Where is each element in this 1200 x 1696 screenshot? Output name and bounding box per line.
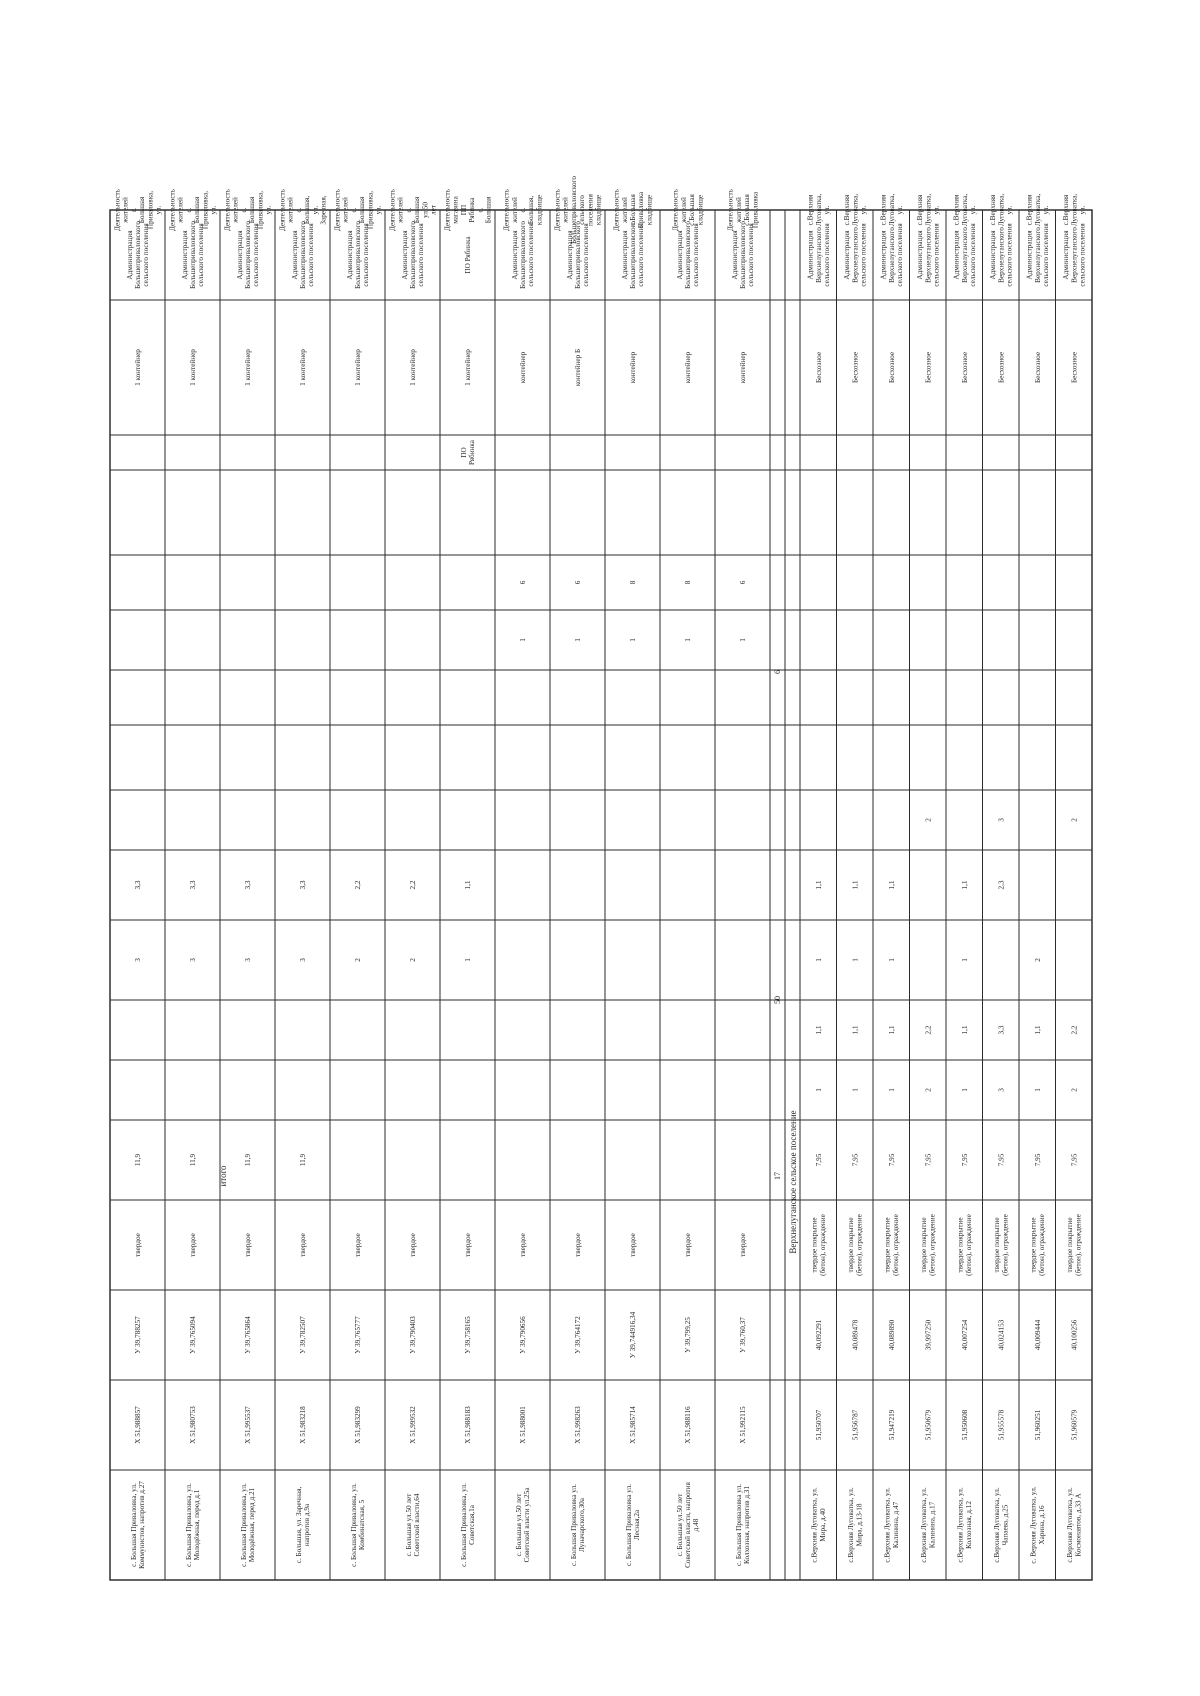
row-a-sources-cell: Деятельностьжителейг.БольшаяПриваловка,ул. — [113, 189, 163, 231]
row-a-lat-cell: Х 51,980753 — [189, 1406, 198, 1444]
row-a-address-cell: с. Большая, ул. Заречная,напротив д.9а — [294, 1486, 312, 1564]
row-a-volume-cell: 1 контейнер — [354, 349, 363, 386]
row-b-c11-cell: 3 — [997, 818, 1006, 822]
row-a-org-cell: АдминистрацияБольшеприваловскогосельского поселения — [730, 221, 756, 289]
row-b-area-cell: 7,95 — [1033, 1153, 1042, 1167]
row-a-surface-cell: твердое — [189, 1233, 198, 1257]
row-a-lon-cell: У 39,758165 — [464, 1316, 473, 1354]
row-a-c6-cell: 6 — [574, 580, 583, 585]
row-a-lon-cell: У 39,765864 — [244, 1316, 253, 1354]
row-b-c13-cell: 1,1 — [814, 880, 823, 890]
row-a-surface-cell: твердое — [739, 1233, 748, 1257]
row-b-org-cell: АдминистрацияВерхнелуганскогосельского поселения — [1062, 223, 1087, 287]
row-a-surface-cell: твердое — [354, 1233, 363, 1257]
row-a-c6-cell: 6 — [739, 580, 748, 585]
row-a-org-cell: АдминистрацияБольшеприваловскогосельского поселения — [675, 221, 701, 289]
row-b-c14-cell: 2 — [1033, 958, 1042, 962]
row-a-area-cell: 11,9 — [244, 1153, 253, 1167]
row-a-org-cell: ПО Рябинка — [464, 236, 473, 274]
row-b-surface-cell: твердое покрытие(бетон), ограждение — [810, 1214, 827, 1276]
row-a-org-cell: АдминистрацияБольшеприваловскогосельского поселения — [235, 221, 261, 289]
row-a-lat-cell: Х 51,988857 — [134, 1406, 143, 1444]
row-b-sources-cell: с.ВерхняяЛуговатка,ул. — [1025, 193, 1050, 227]
row-b-sources-cell: с.ВерхняяЛуговатка,ул. — [879, 193, 904, 227]
row-b-c11-cell: 2 — [1070, 818, 1079, 822]
row-a-org-cell: АдминистрацияБольшеприваловскогосельского поселения — [510, 221, 536, 289]
row-a-area-cell: 11,9 — [189, 1153, 198, 1167]
row-a-address-cell: с. Большая Приваловка ул.Колхозная, напротив д.31 — [734, 1484, 752, 1566]
row-b-lon-cell: 40,089478 — [851, 1319, 860, 1351]
row-b-sources-cell: с.ВерхняяЛуговатка,ул. — [952, 193, 977, 227]
row-a-address-cell: с. Большая ул.50 летСоветской власти, напротивд.48 — [675, 1482, 701, 1568]
row-a-volume-cell: 1 контейнер — [464, 349, 473, 386]
row-a-lat-cell: Х 51,995537 — [244, 1406, 253, 1444]
row-a-c7-cell: 1 — [684, 638, 693, 642]
row-b-lon-cell: 39,997250 — [924, 1319, 933, 1351]
row-a-surface-cell: твердое — [629, 1233, 638, 1257]
row-a-lat-cell: Х 51,999532 — [409, 1406, 418, 1444]
row-a-lon-cell: У 39,790656 — [519, 1316, 528, 1354]
row-a-sources-cell: ДеятельностьжителейБольшеприваловскогосельскогопоселениякладбище — [553, 176, 603, 244]
row-a-org-cell: АдминистрацияБольшеприваловскогосельского поселения — [400, 221, 426, 289]
row-a-c13-cell: 3,3 — [134, 880, 143, 890]
row-b-address-cell: с.Верхняя Луговатка, ул.Калинина, д.47 — [883, 1487, 900, 1563]
row-b-c14-cell: 1 — [851, 958, 860, 962]
row-b-address-cell: с.Верхняя Луговатка, ул.Мира, д.40 — [810, 1487, 827, 1563]
row-a-c6-cell: 8 — [684, 580, 693, 585]
row-b-volume-cell: Бесхозное — [887, 351, 896, 384]
section-label-verkhnelugansk: Верхнелуганское сельское поселение — [788, 1110, 798, 1254]
row-a-lat-cell: Х 51,983299 — [354, 1406, 363, 1444]
row-a-org-cell: АдминистрацияБольшеприваловскогосельского поселения — [290, 221, 316, 289]
row-b-lon-cell: 40,100256 — [1070, 1319, 1079, 1351]
row-a-volume-cell: контейнер — [739, 351, 748, 384]
row-a-address-cell: с. Большая Приваловка, ул.Молодёжная, перед д.1 — [184, 1483, 202, 1567]
row-b-lat-cell: 51,950608 — [960, 1409, 969, 1441]
row-b-volume-cell: Бесхозное — [1070, 351, 1079, 384]
row-a-c7-cell: 1 — [629, 638, 638, 642]
row-a-volume-cell: 1 контейнер — [134, 349, 143, 386]
row-b-lon-cell: 40,009444 — [1033, 1319, 1042, 1351]
row-a-surface-cell: твердое — [464, 1233, 473, 1257]
row-a-lon-cell: У 39,765094 — [189, 1316, 198, 1354]
row-b-volume-cell: Бесхозное — [924, 351, 933, 384]
itogo-count-14: 50 — [773, 996, 782, 1004]
row-a-c13-cell: 1,1 — [464, 880, 473, 890]
row-a-area-cell: 11,9 — [134, 1153, 143, 1167]
row-a-lon-cell: У 39,764172 — [574, 1316, 583, 1354]
row-b-c13-cell: 1,1 — [851, 880, 860, 890]
row-b-volume-cell: Бесхозное — [1033, 351, 1042, 384]
row-b-volume-cell: Бесхозное — [814, 351, 823, 384]
row-a-owner-cell: ПОРябинка — [459, 440, 477, 465]
row-a-org-cell: АдминистрацияБольшеприваловскогосельского поселения — [620, 221, 646, 289]
row-b-c13-cell: 1,1 — [887, 880, 896, 890]
row-a-c13-cell: 3,3 — [299, 880, 308, 890]
row-b-c16-cell: 2 — [1070, 1088, 1079, 1092]
row-b-c15-cell: 1,1 — [1033, 1025, 1042, 1035]
row-b-lon-cell: 40,007254 — [960, 1319, 969, 1351]
row-a-volume-cell: контейнер — [519, 351, 528, 384]
row-b-sources-cell: с.ВерхняяЛуговатка,ул. — [806, 193, 831, 227]
row-a-address-cell: с. Большая ул.50 летСоветской власти,64 — [404, 1493, 422, 1557]
row-b-area-cell: 7,95 — [1070, 1153, 1079, 1167]
row-a-address-cell: с. Большая Приваловка, ул.Коммунистов, напротив д.27 — [129, 1481, 147, 1569]
row-b-lat-cell: 51,950707 — [814, 1409, 823, 1441]
row-b-lon-cell: 40,089890 — [887, 1319, 896, 1351]
row-a-sources-cell: Деятельностьжителейс.БольшаяПриваловка,ул. — [333, 189, 383, 231]
row-b-surface-cell: твердое покрытие(бетон), ограждение — [883, 1214, 900, 1276]
row-a-c13-cell: 2,2 — [409, 880, 418, 890]
row-b-volume-cell: Бесхозное — [960, 351, 969, 384]
row-a-c14-cell: 3 — [244, 958, 253, 962]
row-b-address-cell: с.Верхняя Луговатка, ул.Калинина, д.17 — [920, 1487, 937, 1563]
row-b-c15-cell: 1,1 — [814, 1025, 823, 1035]
row-b-area-cell: 7,95 — [851, 1153, 860, 1167]
row-a-c7-cell: 1 — [519, 638, 528, 642]
row-b-lat-cell: 51,960251 — [1033, 1409, 1042, 1441]
row-a-lon-cell: У 39,760,37 — [739, 1317, 748, 1353]
row-b-lat-cell: 51,950679 — [924, 1409, 933, 1441]
row-b-sources-cell: с.ВерхняяЛуговатка,ул. — [843, 193, 868, 227]
row-a-c14-cell: 3 — [134, 958, 143, 962]
row-a-sources-cell: Деятельностьжителейс.Большаякладбище — [671, 189, 705, 231]
row-a-surface-cell: твердое — [409, 1233, 418, 1257]
table-cells — [114, 176, 1087, 1569]
row-b-c16-cell: 1 — [814, 1088, 823, 1092]
row-b-area-cell: 7,95 — [887, 1153, 896, 1167]
row-a-c14-cell: 3 — [299, 958, 308, 962]
row-b-lon-cell: 40,092291 — [814, 1319, 823, 1351]
row-b-org-cell: АдминистрацияВерхнелуганскогосельского поселения — [843, 223, 868, 287]
row-a-c6-cell: 6 — [519, 580, 528, 585]
row-a-area-cell: 11,9 — [299, 1153, 308, 1167]
row-a-c14-cell: 2 — [409, 958, 418, 962]
row-a-c13-cell: 3,3 — [244, 880, 253, 890]
row-a-lon-cell: У 39,790403 — [409, 1316, 418, 1354]
row-b-address-cell: с.Верхняя Луговатка, ул.Космонавтов, д.33 А — [1066, 1487, 1083, 1563]
row-a-c14-cell: 3 — [189, 958, 198, 962]
row-b-lat-cell: 51,947219 — [887, 1409, 896, 1441]
row-b-volume-cell: Бесхозное — [997, 351, 1006, 384]
row-b-org-cell: АдминистрацияВерхнелуганскогосельского поселения — [1025, 223, 1050, 287]
row-b-sources-cell: с.ВерхняяЛуговатка,ул. — [916, 193, 941, 227]
row-b-address-cell: с.Верхняя Луговатка, ул.Чапаева, д.25 — [993, 1487, 1010, 1563]
row-a-address-cell: с. Большая Приваловка, ул.Советская,1а — [459, 1483, 477, 1567]
row-a-address-cell: с. Большая Приваловка ул.Луначарского,30а — [569, 1484, 587, 1566]
row-a-org-cell: АдминистрацияБольшеприваловскогосельского поселения — [345, 221, 371, 289]
row-b-org-cell: АдминистрацияВерхнелуганскогосельского поселения — [879, 223, 904, 287]
row-a-surface-cell: твердое — [684, 1233, 693, 1257]
table-grid — [110, 210, 1092, 1580]
row-a-surface-cell: твердое — [134, 1233, 143, 1257]
row-b-c13-cell: 2,3 — [997, 880, 1006, 890]
row-a-sources-cell: Деятельностьжителейс.Большая,ул.Заречная, — [278, 189, 328, 231]
row-b-c16-cell: 1 — [1033, 1088, 1042, 1092]
row-a-volume-cell: 1 контейнер — [299, 349, 308, 386]
row-a-volume-cell: контейнер — [629, 351, 638, 384]
row-a-address-cell: с. Большая Приваловка, ул.Молодёжная, перед д.21 — [239, 1483, 257, 1567]
row-b-lat-cell: 51,955578 — [997, 1409, 1006, 1441]
table-frame — [110, 210, 1092, 1580]
row-a-volume-cell: 1 контейнер — [409, 349, 418, 386]
row-b-c16-cell: 1 — [851, 1088, 860, 1092]
row-a-lat-cell: Х 51,992115 — [739, 1406, 748, 1444]
row-b-c15-cell: 1,1 — [887, 1025, 896, 1035]
row-b-surface-cell: твердое покрытие(бетон), ограждение — [847, 1214, 864, 1276]
row-b-c14-cell: 1 — [960, 958, 969, 962]
row-a-lon-cell: У 39,788257 — [134, 1316, 143, 1354]
row-b-c16-cell: 1 — [887, 1088, 896, 1092]
row-a-org-cell: АдминистрацияБольшеприваловскогосельского поселения — [180, 221, 206, 289]
row-b-lon-cell: 40,024153 — [997, 1319, 1006, 1351]
itogo-label: итого — [218, 1165, 228, 1187]
row-b-surface-cell: твердое покрытие(бетон), ограждение — [920, 1214, 937, 1276]
itogo-count-6: 6 — [773, 670, 782, 674]
row-b-area-cell: 7,95 — [814, 1153, 823, 1167]
row-b-surface-cell: твердое покрытие(бетон), ограждение — [993, 1214, 1010, 1276]
row-a-sources-cell: ДеятельностьмагазинаППРябинкас.Большая — [443, 189, 493, 231]
row-a-surface-cell: твердое — [519, 1233, 528, 1257]
row-b-volume-cell: Бесхозное — [851, 351, 860, 384]
row-b-org-cell: АдминистрацияВерхнелуганскогосельского поселения — [916, 223, 941, 287]
row-a-lat-cell: Х 51,998263 — [574, 1406, 583, 1444]
row-b-org-cell: АдминистрацияВерхнелуганскогосельского поселения — [806, 223, 831, 287]
row-a-lon-cell: У 39,765777 — [354, 1316, 363, 1354]
row-a-sources-cell: Деятельностьжителейс.Большая,кладбище — [502, 189, 544, 231]
row-a-c13-cell: 2,2 — [354, 880, 363, 890]
row-b-area-cell: 7,95 — [960, 1153, 969, 1167]
row-a-lon-cell: У 39,744916,34 — [629, 1311, 638, 1359]
row-b-c15-cell: 2,2 — [1070, 1025, 1079, 1035]
row-a-address-cell: с. Большая Приваловка ул.Лесная,2а — [624, 1484, 642, 1566]
row-a-surface-cell: твердое — [574, 1233, 583, 1257]
row-a-c6-cell: 8 — [629, 580, 638, 585]
row-a-c14-cell: 1 — [464, 958, 473, 962]
row-a-lat-cell: Х 51,988001 — [519, 1406, 528, 1444]
row-b-area-cell: 7,95 — [997, 1153, 1006, 1167]
row-b-c16-cell: 1 — [960, 1088, 969, 1092]
row-a-c7-cell: 1 — [739, 638, 748, 642]
row-b-c16-cell: 3 — [997, 1088, 1006, 1092]
row-a-lat-cell: Х 51,985714 — [629, 1406, 638, 1444]
row-a-volume-cell: 1 контейнер — [189, 349, 198, 386]
row-b-sources-cell: с.ВерхняяЛуговатка,ул. — [989, 193, 1014, 227]
row-b-surface-cell: твердое покрытие(бетон), ограждение — [1066, 1214, 1083, 1276]
row-a-sources-cell: Деятельностьжителейс.БольшаяПриваловка,ул. — [168, 189, 218, 231]
row-b-address-cell: с.Верхняя Луговатка, ул.Мира, д.13-18 — [847, 1487, 864, 1563]
row-a-org-cell: АдминистрацияБольшеприваловскогосельского поселения — [125, 221, 151, 289]
row-a-surface-cell: твердое — [299, 1233, 308, 1257]
row-b-surface-cell: твердое покрытие(бетон), ограждение — [956, 1214, 973, 1276]
row-a-volume-cell: 1 контейнер — [244, 349, 253, 386]
row-b-org-cell: АдминистрацияВерхнелуганскогосельского поселения — [952, 223, 977, 287]
row-b-c15-cell: 1,1 — [960, 1025, 969, 1035]
row-a-lat-cell: Х 51,983218 — [299, 1406, 308, 1444]
row-a-sources-cell: Деятельностьжителейс.БольшаяПриваловкакладбище — [612, 189, 654, 231]
row-b-lat-cell: 51,960579 — [1070, 1409, 1079, 1441]
row-a-sources-cell: Деятельностьжителейс.БольшаяПриваловка — [726, 189, 760, 231]
row-b-address-cell: с. Верхняя Луговатка, ул.Харина, д.16 — [1029, 1486, 1046, 1564]
row-a-address-cell: с. Большая ул.50 летСоветской власти ул.25а — [514, 1487, 532, 1563]
row-a-org-cell: АдминистрацияБольшеприваловскогосельского поселения — [565, 221, 591, 289]
row-a-c13-cell: 3,3 — [189, 880, 198, 890]
row-b-address-cell: с.Верхняя Луговатка, ул.Колхозная, д.12 — [956, 1487, 973, 1563]
row-b-area-cell: 7,95 — [924, 1153, 933, 1167]
row-a-lon-cell: У 39,799,25 — [684, 1317, 693, 1353]
row-b-c15-cell: 3,3 — [997, 1025, 1006, 1035]
row-b-org-cell: АдминистрацияВерхнелуганскогосельского поселения — [989, 223, 1014, 287]
row-a-sources-cell: Деятельностьжителейс.БольшаяПриваловка,ул. — [223, 189, 273, 231]
row-a-lat-cell: Х 51,988116 — [684, 1406, 693, 1444]
row-a-surface-cell: твердое — [244, 1233, 253, 1257]
row-b-c11-cell: 2 — [924, 818, 933, 822]
row-b-sources-cell: с.ВерхняяЛуговатка,ул. — [1062, 193, 1087, 227]
row-a-sources-cell: Деятельностьжителейс.Большаяул.50лет — [388, 189, 438, 231]
row-b-c14-cell: 1 — [887, 958, 896, 962]
row-a-c7-cell: 1 — [574, 638, 583, 642]
row-b-c13-cell: 1,1 — [960, 880, 969, 890]
row-a-volume-cell: контейнер — [684, 351, 693, 384]
row-a-volume-cell: контейнер Б — [574, 348, 583, 387]
row-b-c15-cell: 2,2 — [924, 1025, 933, 1035]
row-a-lat-cell: Х 51,988183 — [464, 1406, 473, 1444]
row-a-c14-cell: 2 — [354, 958, 363, 962]
row-b-surface-cell: твердое покрытие(бетон), ограждение — [1029, 1214, 1046, 1276]
row-a-address-cell: с. Большая Приваловка, ул.Комбинатская, 5 — [349, 1483, 367, 1567]
row-b-c15-cell: 1,1 — [851, 1025, 860, 1035]
row-a-lon-cell: У 39,782507 — [299, 1316, 308, 1354]
itogo-count-16: 17 — [773, 1172, 782, 1180]
row-b-c16-cell: 2 — [924, 1088, 933, 1092]
row-b-lat-cell: 51,956787 — [851, 1409, 860, 1441]
row-b-c14-cell: 1 — [814, 958, 823, 962]
